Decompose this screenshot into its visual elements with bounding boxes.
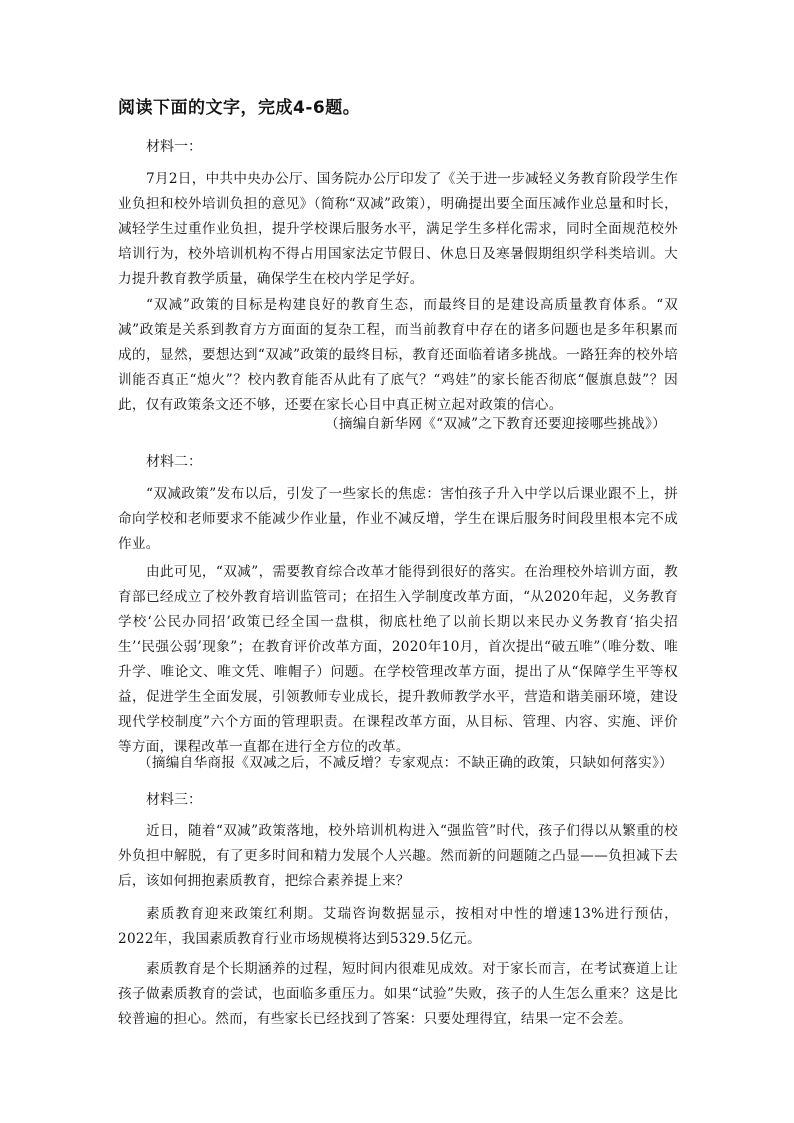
material-three-paragraph-2: 素质教育迎来政策红利期。艾瑞咨询数据显示，按相对中性的增速13%进行预估，2022年，我国素质教育行业市场规模将达到5329.5亿元。: [118, 906, 678, 947]
material-one-source: （摘编自新华网《“双减”之下教育还要迎接哪些挑战》）: [325, 416, 667, 432]
material-two-label: 材料二：: [146, 454, 202, 470]
material-two-source: （摘编自华商报《双减之后，不减反增？专家观点：不缺正确的政策，只缺如何落实》）: [138, 755, 674, 771]
material-three-paragraph-3: 素质教育是个长期涵养的过程，短时间内很难见成效。对于家长而言，在考试赛道上让孩子做素质教育的尝试，也面临多重压力。如果“试验”失败，孩子的人生怎么重来？这是比较普遍的担心。然而，有些家长已经找到了答案：只要处理得宜，结果一定不会差。: [118, 961, 678, 1027]
material-three-label: 材料三：: [146, 792, 202, 808]
material-one-label: 材料一：: [146, 139, 202, 155]
material-one-paragraph-2: “双减”政策的目标是构建良好的教育生态，而最终目的是建设高质量教育体系。“双减”政策是关系到教育方方面面的复杂工程，而当前教育中存在的诸多问题也是多年积累而成的，显然，要想达到“双减”政策的最终目标，教育还面临着诸多挑战。一路狂奔的校外培训能否真正“熄火”？校内教育能否从此有了底气？“鸡娃”的家长能否彻底“偃旗息鼓”？因此，仅有政策条文还不够，还要在家长心目中真正树立起对政策的信心。: [118, 297, 678, 413]
material-two-paragraph-1: “双减政策”发布以后，引发了一些家长的焦虑：害怕孩子升入中学以后课业跟不上，拼命向学校和老师要求不能减少作业量，作业不减反增，学生在课后服务时间段里根本完不成作业。: [118, 486, 678, 552]
material-two-paragraph-2: 由此可见，“双减”，需要教育综合改革才能得到很好的落实。在治理校外培训方面，教育部已经成立了校外教育培训监管司；在招生入学制度改革方面，“从2020年起，义务教育学校‘公民办同招’政策已经全国一盘棋，彻底杜绝了以前长期以来民办义务教育‘掐尖招生’‘民强公弱’现象”；在教育评价改革方面，2020年10月，首次提出“破五唯”（唯分数、唯升学、唯论文、唯文凭、唯帽子）问题。在学校管理改革方面，提出了从“保障学生平等权益，促进学生全面发展，引领教师专业成长，提升教师教学水平，营造和谐美丽环境，建设现代学校制度”六个方面的管理职责。在课程改革方面，从目标、管理、内容、实施、评价等方面，课程改革一直都在进行全方位的改革。: [118, 564, 678, 755]
question-title: 阅读下面的文字，完成4-6题。: [118, 98, 361, 118]
material-three-paragraph-1: 近日，随着“双减”政策落地，校外培训机构进入“强监管”时代，孩子们得以从繁重的校外负担中解脱，有了更多时间和精力发展个人兴趣。然而新的问题随之凸显——负担减下去后，该如何拥抱素质教育，把综合素养提上来？: [118, 823, 678, 889]
material-one-paragraph-1: 7月2日，中共中央办公厅、国务院办公厅印发了《关于进一步减轻义务教育阶段学生作业负担和校外培训负担的意见》（简称“双减”政策），明确提出要全面压减作业总量和时长，减轻学生过重作业负担，提升学校课后服务水平，满足学生多样化需求，同时全面规范校外培训行为，校外培训机构不得占用国家法定节假日、休息日及寒暑假期组织学科类培训。大力提升教育教学质量，确保学生在校内学足学好。: [118, 171, 678, 287]
